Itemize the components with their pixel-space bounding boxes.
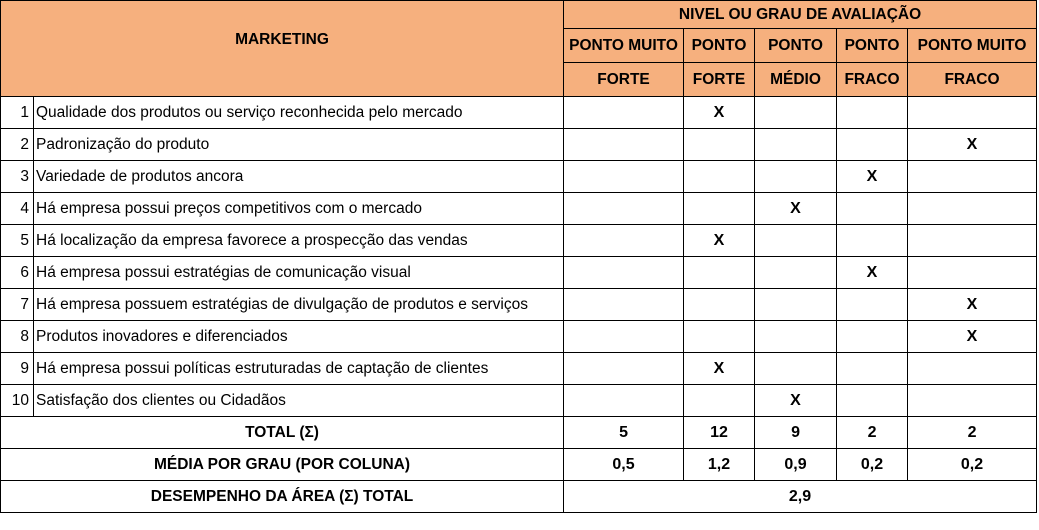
- total-value: 12: [684, 417, 755, 449]
- rating-cell: X: [908, 129, 1037, 161]
- rating-cell: [684, 257, 755, 289]
- evaluation-level-header: NIVEL OU GRAU DE AVALIAÇÃO: [564, 1, 1037, 29]
- col-header-line1: PONTO: [755, 29, 837, 63]
- table-row: [1, 97, 1037, 129]
- rating-cell: [564, 129, 684, 161]
- total-label: TOTAL (Σ): [1, 417, 564, 449]
- rating-cell: [564, 353, 684, 385]
- row-number: 10: [1, 385, 34, 417]
- rating-cell: [837, 193, 908, 225]
- rating-cell: [837, 129, 908, 161]
- criterion-label: Variedade de produtos ancora: [34, 161, 564, 193]
- rating-cell: [908, 385, 1037, 417]
- row-number: 4: [1, 193, 34, 225]
- rating-cell: [837, 321, 908, 353]
- rating-cell: X: [837, 257, 908, 289]
- average-value: 0,2: [908, 449, 1037, 481]
- rating-cell: [684, 321, 755, 353]
- table-row: [1, 321, 1037, 353]
- rating-cell: [755, 321, 837, 353]
- row-number: 3: [1, 161, 34, 193]
- criterion-label: Padronização do produto: [34, 129, 564, 161]
- row-number: 9: [1, 353, 34, 385]
- rating-cell: [837, 97, 908, 129]
- table-row: [1, 257, 1037, 289]
- rating-cell: [837, 385, 908, 417]
- rating-cell: X: [684, 225, 755, 257]
- rating-cell: [564, 97, 684, 129]
- performance-row: [1, 481, 1037, 513]
- rating-cell: [564, 321, 684, 353]
- rating-cell: [564, 193, 684, 225]
- criterion-label: Há empresa possui políticas estruturadas de captação de clientes: [34, 353, 564, 385]
- table-row: [1, 385, 1037, 417]
- rating-cell: [908, 161, 1037, 193]
- rating-cell: [564, 257, 684, 289]
- criterion-label: Há empresa possuem estratégias de divulgação de produtos e serviços: [34, 289, 564, 321]
- table-row: [1, 193, 1037, 225]
- rating-cell: [837, 225, 908, 257]
- criterion-label: Qualidade dos produtos ou serviço reconhecida pelo mercado: [34, 97, 564, 129]
- rating-cell: [908, 353, 1037, 385]
- row-number: 8: [1, 321, 34, 353]
- rating-cell: [684, 193, 755, 225]
- total-value: 2: [837, 417, 908, 449]
- table-title: MARKETING: [1, 1, 564, 97]
- col-header-line1: PONTO MUITO: [564, 29, 684, 63]
- criterion-label: Produtos inovadores e diferenciados: [34, 321, 564, 353]
- rating-cell: [908, 193, 1037, 225]
- table-row: [1, 161, 1037, 193]
- table-row: [1, 289, 1037, 321]
- rating-cell: [684, 129, 755, 161]
- col-header-line2: FORTE: [684, 63, 755, 97]
- rating-cell: X: [908, 289, 1037, 321]
- total-value: 2: [908, 417, 1037, 449]
- rating-cell: [755, 353, 837, 385]
- col-header-line1: PONTO: [684, 29, 755, 63]
- rating-cell: [755, 161, 837, 193]
- average-label: MÉDIA POR GRAU (POR COLUNA): [1, 449, 564, 481]
- row-number: 2: [1, 129, 34, 161]
- row-number: 1: [1, 97, 34, 129]
- rating-cell: [564, 161, 684, 193]
- row-number: 7: [1, 289, 34, 321]
- rating-cell: X: [684, 353, 755, 385]
- rating-cell: [684, 385, 755, 417]
- criterion-label: Há empresa possui estratégias de comunicação visual: [34, 257, 564, 289]
- rating-cell: [755, 129, 837, 161]
- criterion-label: Satisfação dos clientes ou Cidadãos: [34, 385, 564, 417]
- col-header-line1: PONTO MUITO: [908, 29, 1037, 63]
- col-header-line1: PONTO: [837, 29, 908, 63]
- average-value: 0,9: [755, 449, 837, 481]
- rating-cell: [755, 257, 837, 289]
- performance-label: DESEMPENHO DA ÁREA (Σ) TOTAL: [1, 481, 564, 513]
- row-number: 6: [1, 257, 34, 289]
- rating-cell: [908, 257, 1037, 289]
- rating-cell: [684, 289, 755, 321]
- rating-cell: [755, 97, 837, 129]
- total-value: 5: [564, 417, 684, 449]
- performance-value: 2,9: [564, 481, 1037, 513]
- col-header-line2: FORTE: [564, 63, 684, 97]
- rating-cell: [755, 289, 837, 321]
- rating-cell: [837, 289, 908, 321]
- average-value: 0,5: [564, 449, 684, 481]
- table-row: [1, 353, 1037, 385]
- rating-cell: [684, 161, 755, 193]
- rating-cell: [755, 225, 837, 257]
- row-number: 5: [1, 225, 34, 257]
- rating-cell: [564, 289, 684, 321]
- rating-cell: [564, 385, 684, 417]
- total-value: 9: [755, 417, 837, 449]
- table-row: [1, 129, 1037, 161]
- rating-cell: [837, 353, 908, 385]
- total-row: [1, 417, 1037, 449]
- rating-cell: X: [755, 385, 837, 417]
- average-value: 1,2: [684, 449, 755, 481]
- average-row: [1, 449, 1037, 481]
- rating-cell: X: [684, 97, 755, 129]
- rating-cell: X: [908, 321, 1037, 353]
- col-header-line2: MÉDIO: [755, 63, 837, 97]
- rating-cell: X: [755, 193, 837, 225]
- criterion-label: Há empresa possui preços competitivos com o mercado: [34, 193, 564, 225]
- rating-cell: [908, 225, 1037, 257]
- rating-cell: [564, 225, 684, 257]
- criterion-label: Há localização da empresa favorece a prospecção das vendas: [34, 225, 564, 257]
- rating-cell: X: [837, 161, 908, 193]
- average-value: 0,2: [837, 449, 908, 481]
- rating-cell: [908, 97, 1037, 129]
- col-header-line2: FRACO: [837, 63, 908, 97]
- table-row: [1, 225, 1037, 257]
- col-header-line2: FRACO: [908, 63, 1037, 97]
